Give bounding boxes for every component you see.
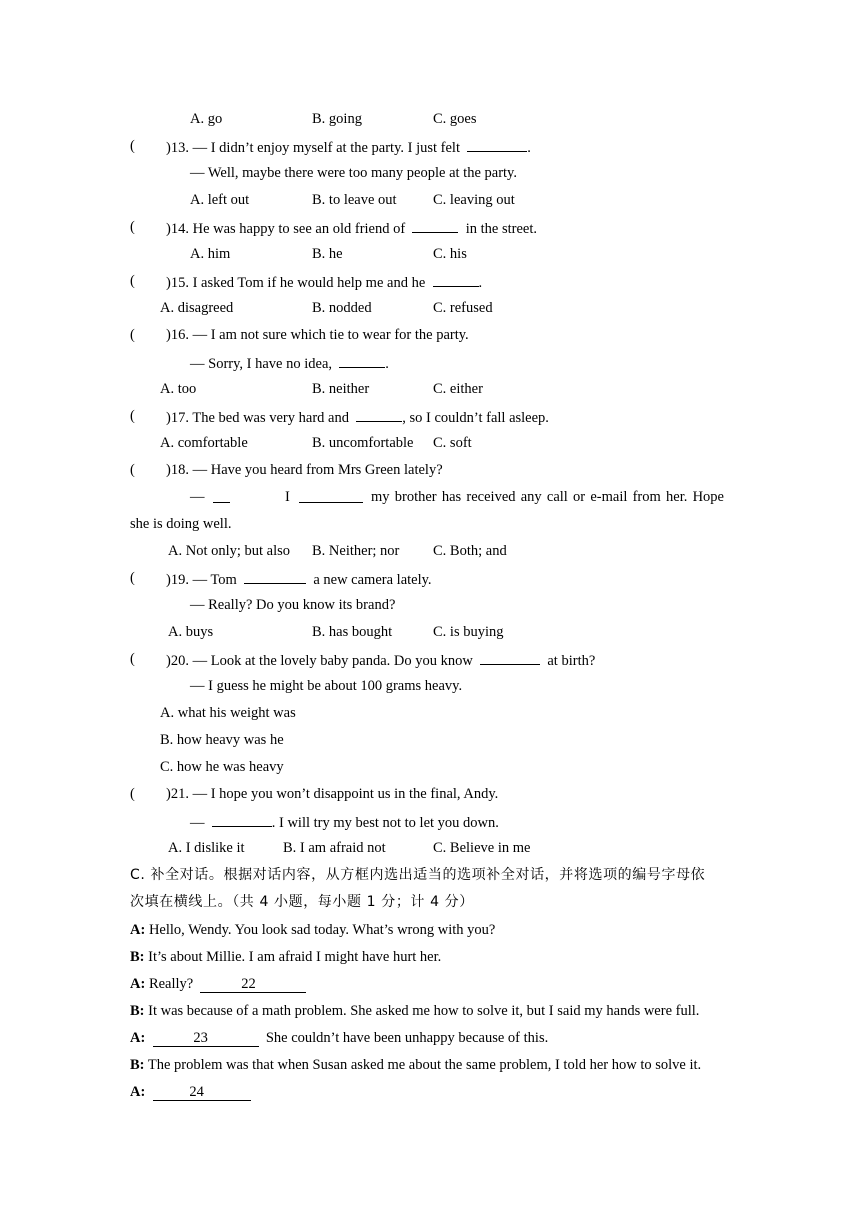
q17-answer-blank (356, 407, 402, 422)
q21-line (166, 785, 498, 803)
q20-option-c: C. how he was heavy (160, 759, 284, 775)
q16-number: )16. (166, 327, 189, 343)
q18-reply-cont: she is doing well. (130, 516, 232, 532)
q18-answer-blank-2 (299, 488, 363, 508)
dialogue-text: Really? (145, 976, 194, 992)
q16-option-c: C. either (433, 381, 483, 397)
q13-number: )13. (166, 140, 189, 156)
q21-number: )21. (166, 786, 189, 802)
q15-line (166, 272, 482, 292)
speaker-label: A: (130, 922, 146, 938)
q14-option-b: B. he (312, 246, 343, 262)
q12-option-a: A. go (190, 111, 223, 127)
q14-number: )14. (166, 221, 189, 237)
q13-option-b: B. to leave out (312, 192, 397, 208)
dialogue-line-4 (130, 1002, 699, 1020)
q20-option-b: B. how heavy was he (160, 732, 284, 748)
dialogue-text: It was because of a math problem. She asked me how to solve it, but I said my hands were full. (144, 1003, 700, 1019)
q19-answer-blank (244, 569, 306, 584)
q14-option-c: C. his (433, 246, 467, 262)
q19-reply: — Really? Do you know its brand? (190, 597, 396, 613)
q15-end: . (478, 275, 483, 291)
q18-line (166, 461, 443, 479)
q16-line (166, 326, 469, 344)
q14-option-a: A. him (190, 246, 231, 262)
q15-option-a: A. disagreed (160, 300, 234, 316)
speaker-label: B: (130, 949, 145, 965)
q15-number: )15. (166, 275, 189, 291)
q21-stem: — I hope you won’t disappoint us in the final, Andy. (192, 786, 499, 802)
q18-paren-open: ( (130, 462, 135, 478)
q21-reply-dash: — (190, 815, 205, 831)
dialogue-text: It’s about Millie. I am afraid I might have hurt her. (144, 949, 442, 965)
q13-answer-blank (467, 137, 527, 152)
q21-answer-blank (212, 812, 272, 827)
q19-number: )19. (166, 572, 189, 588)
q16-paren-open: ( (130, 327, 135, 343)
q18-reply-i: I (285, 489, 290, 505)
blank-22: 22 (200, 976, 306, 993)
q21-option-c: C. Believe in me (433, 840, 531, 856)
q14-line (166, 218, 537, 238)
q17-option-a: A. comfortable (160, 435, 248, 451)
dialogue-line-3 (130, 975, 306, 993)
dialogue-text: The problem was that when Susan asked me about the same problem, I told her how to solve it. (144, 1057, 702, 1073)
q12-option-b: B. going (312, 111, 362, 127)
q16-reply: — Sorry, I have no idea, (190, 356, 333, 372)
q20-stem: — Look at the lovely baby panda. Do you know (192, 653, 473, 669)
q15-option-b: B. nodded (312, 300, 372, 316)
q19-line (166, 569, 432, 589)
q13-line (166, 137, 531, 157)
blank-23: 23 (153, 1030, 259, 1047)
q16-answer-blank (339, 353, 385, 368)
q16-reply-line (190, 353, 389, 373)
q13-option-a: A. left out (190, 192, 250, 208)
q19-paren-open: ( (130, 570, 135, 586)
q18-stem: — Have you heard from Mrs Green lately? (192, 462, 443, 478)
q20-reply: — I guess he might be about 100 grams heavy. (190, 678, 463, 694)
q18-reply-dash: — (190, 489, 205, 505)
q17-line (166, 407, 549, 427)
q16-end: . (385, 356, 389, 372)
q17-option-b: B. uncomfortable (312, 435, 414, 451)
q21-reply-line (190, 812, 499, 832)
q15-paren-open: ( (130, 273, 135, 289)
q16-option-a: A. too (160, 381, 197, 397)
q20-end: at birth? (547, 653, 596, 669)
dialogue-line-5 (130, 1029, 548, 1047)
dialogue-line-1 (130, 921, 495, 939)
q20-number: )20. (166, 653, 189, 669)
q21-reply-end: . I will try my best not to let you down. (271, 815, 499, 831)
dialogue-line-2 (130, 948, 441, 966)
q20-answer-blank (480, 650, 540, 665)
q18-answer-blank-1 (213, 488, 230, 508)
q17-number: )17. (166, 410, 189, 426)
dialogue-text: She couldn’t have been unhappy because of this. (265, 1030, 549, 1046)
q21-option-b: B. I am afraid not (283, 840, 386, 856)
speaker-label: B: (130, 1003, 145, 1019)
q15-answer-blank (433, 272, 479, 287)
q14-stem: He was happy to see an old friend of (192, 221, 406, 237)
q17-stem: The bed was very hard and (192, 410, 349, 426)
q18-option-b: B. Neither; nor (312, 543, 400, 559)
q17-paren-open: ( (130, 408, 135, 424)
dialogue-text: Hello, Wendy. You look sad today. What’s wrong with you? (145, 922, 496, 938)
q21-option-a: A. I dislike it (168, 840, 245, 856)
q18-reply-rest: my brother has received any call or e-mail from her. Hope (371, 489, 724, 505)
q14-paren-open: ( (130, 219, 135, 235)
speaker-label: A: (130, 1084, 146, 1100)
dialogue-line-6 (130, 1056, 701, 1074)
q19-option-c: C. is buying (433, 624, 504, 640)
q18-number: )18. (166, 462, 189, 478)
q18-option-c: C. Both; and (433, 543, 507, 559)
q15-option-c: C. refused (433, 300, 493, 316)
speaker-label: A: (130, 1030, 146, 1046)
q19-option-a: A. buys (168, 624, 214, 640)
q13-end: . (527, 140, 531, 156)
q19-stem: — Tom (192, 572, 237, 588)
q17-end: , so I couldn’t fall asleep. (402, 410, 549, 426)
q19-option-b: B. has bought (312, 624, 393, 640)
speaker-label: B: (130, 1057, 145, 1073)
q13-option-c: C. leaving out (433, 192, 515, 208)
q18-option-a: A. Not only; but also (168, 543, 291, 559)
blank-24: 24 (153, 1084, 251, 1101)
section-c-instructions-line2: 次填在横线上。（共 4 小题，每小题 1 分；计 4 分） (130, 894, 474, 910)
q13-paren-open: ( (130, 138, 135, 154)
q13-stem: — I didn’t enjoy myself at the party. I just felt (192, 140, 460, 156)
q13-reply: — Well, maybe there were too many people at the party. (190, 165, 517, 181)
q16-stem: — I am not sure which tie to wear for the party. (192, 327, 469, 343)
dialogue-line-7 (130, 1083, 251, 1101)
q17-option-c: C. soft (433, 435, 472, 451)
section-c-instructions-line1: C. 补全对话。根据对话内容，从方框内选出适当的选项补全对话，并将选项的编号字母依 (130, 867, 706, 883)
q16-option-b: B. neither (312, 381, 370, 397)
q20-option-a: A. what his weight was (160, 705, 296, 721)
q15-stem: I asked Tom if he would help me and he (192, 275, 426, 291)
q12-option-c: C. goes (433, 111, 477, 127)
speaker-label: A: (130, 976, 146, 992)
q14-end: in the street. (465, 221, 537, 237)
q20-paren-open: ( (130, 651, 135, 667)
q14-answer-blank (412, 218, 458, 233)
q20-line (166, 650, 595, 670)
q21-paren-open: ( (130, 786, 135, 802)
q19-end: a new camera lately. (313, 572, 432, 588)
